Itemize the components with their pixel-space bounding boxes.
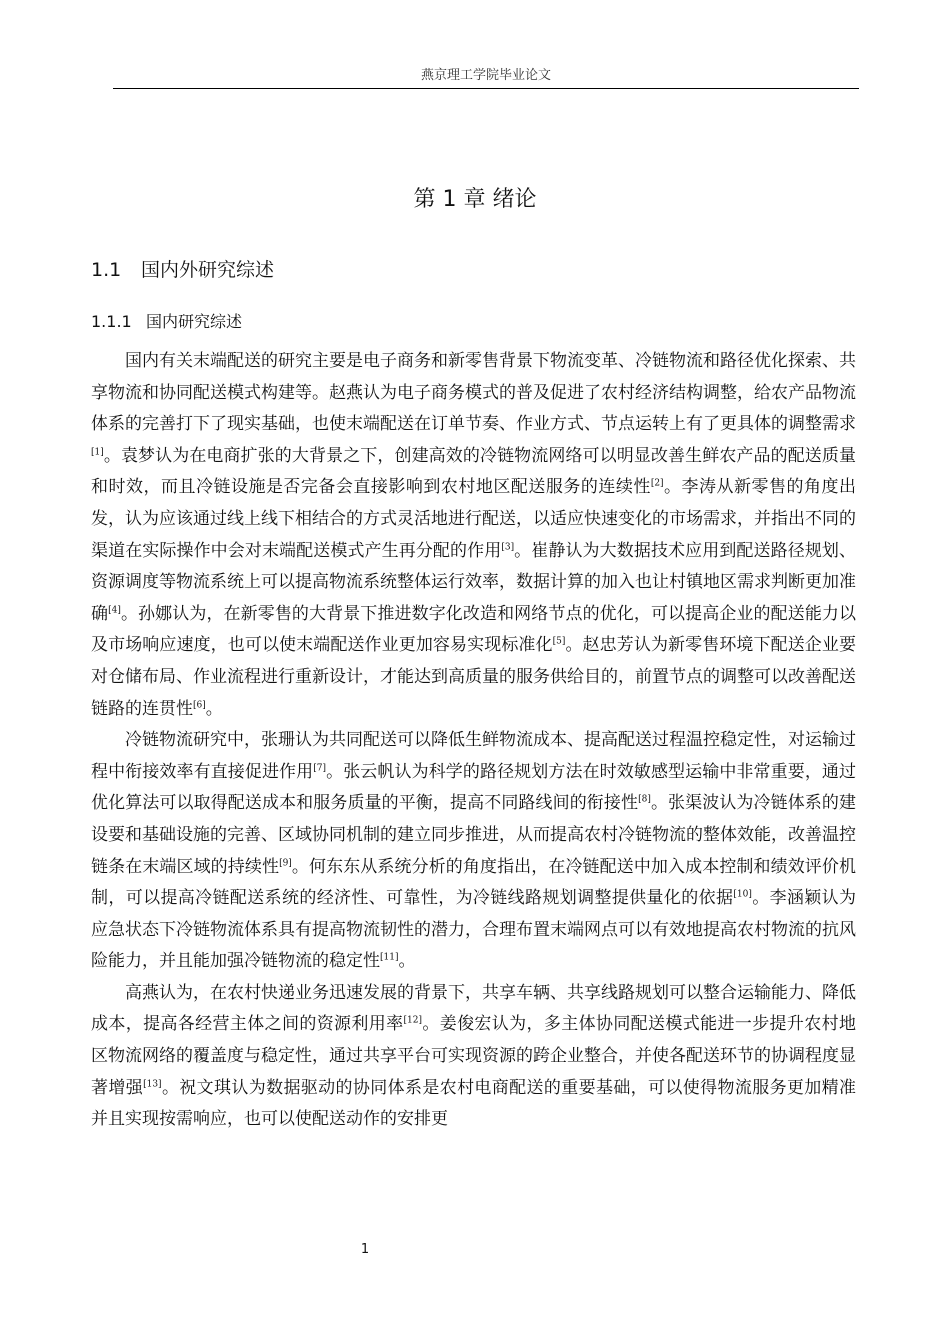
citation-marker: [9]: [279, 857, 292, 868]
page-number: 1: [360, 1242, 370, 1257]
citation-marker: [3]: [501, 541, 515, 552]
paragraph-text: 。孙娜认为，在新零售的大背景下推进数字化改造和网络节点的优化，可以提高企业的配送能力以及市场响应速度，也可以使末端配送作业更加容易实现标准化: [91, 603, 857, 656]
paragraph-text: 高燕认为，在农村快递业务迅速发展的背景下，共享车辆、共享线路规划可以整合运输能力、降低成本，提高各经营主体之间的资源利用率: [91, 982, 856, 1035]
citation-marker: [12]: [403, 1015, 422, 1026]
citation-marker: [6]: [193, 699, 206, 710]
chapter-title: 第 1 章 绪论: [413, 187, 537, 212]
citation-marker: [5]: [552, 636, 566, 647]
paragraph-text: 。张云帆认为科学的路径规划方法在时效敏感型运输中非常重要，通过优化算法可以取得配送成本和服务质量的平衡，提高不同路线间的衔接性: [91, 761, 857, 814]
body-paragraph: [91, 346, 856, 725]
citation-marker: [1]: [91, 447, 104, 458]
paragraph-text: 。: [205, 698, 223, 719]
citation-marker: [11]: [380, 952, 399, 963]
paragraph-text: 。祝文琪认为数据驱动的协同体系是农村电商配送的重要基础，可以使得物流服务更加精准并且实现按需响应，也可以使配送动作的安排更: [91, 1077, 857, 1130]
citation-marker: [2]: [650, 478, 664, 489]
subsection-title: 国内研究综述: [146, 312, 243, 331]
paragraph-text: 。赵忠芳认为新零售环境下配送企业要对仓储布局、作业流程进行重新设计，才能达到高质量的服务供给目的，前置节点的调整可以改善配送链路的连贯性: [91, 635, 857, 719]
citation-marker: [8]: [638, 794, 651, 805]
paragraph-text: 。张渠波认为冷链体系的建设要和基础设施的完善、区域协同机制的建立同步推进，从而提高农村冷链物流的整体效能，改善温控链条在末端区域的持续性: [91, 793, 857, 877]
body-paragraph: [91, 978, 856, 1136]
paragraph-text: 冷链物流研究中，张珊认为共同配送可以降低生鲜物流成本、提高配送过程温控稳定性，对运输过程中衔接效率有直接促进作用: [91, 730, 856, 782]
subsection-heading: [91, 309, 242, 332]
paragraph-text: 。李涛从新零售的角度出发，认为应该通过线上线下相结合的方式灵活地进行配送，以适应快速变化的市场需求，并指出不同的渠道在实际操作中会对末端配送模式产生再分配的作用: [91, 477, 856, 561]
subsection-number: 1.1.1: [91, 312, 132, 331]
citation-marker: [7]: [313, 763, 327, 774]
section-number: 1.1: [91, 259, 122, 281]
paragraph-text: 。袁梦认为在电商扩张的大背景之下，创建高效的冷链物流网络可以明显改善生鲜农产品的配送质量和时效，而且冷链设施是否完备会直接影响到农村地区配送服务的连续性: [91, 445, 856, 498]
section-title: 国内外研究综述: [141, 259, 275, 281]
paragraph-text: 。崔静认为大数据技术应用到配送路径规划、资源调度等物流系统上可以提高物流系统整体运行效率，数据计算的加入也让村镇地区需求判断更加准确: [91, 540, 857, 624]
paragraph-text: 。姜俊宏认为，多主体协同配送模式能进一步提升农村地区物流网络的覆盖度与稳定性，通过共享平台可实现资源的跨企业整合，并使各配送环节的协调程度显著增强: [91, 1014, 857, 1098]
body-paragraph: [91, 725, 856, 978]
citation-marker: [4]: [108, 605, 121, 616]
paragraph-text: 。何东东从系统分析的角度指出，在冷链配送中加入成本控制和绩效评价机制，可以提高冷链配送系统的经济性、可靠性，为冷链线路规划调整提供量化的依据: [91, 856, 856, 909]
running-header: 燕京理工学院毕业论文: [420, 68, 551, 83]
citation-marker: [10]: [733, 889, 752, 900]
paragraph-text: 国内有关末端配送的研究主要是电子商务和新零售背景下物流变革、冷链物流和路径优化探索、共享物流和协同配送模式构建等。赵燕认为电子商务模式的普及促进了农村经济结构调整，给农产品物流体系的完善打下了现实基础，也使末端配送在订单节奏、作业方式、节点运转上有了更具体的调整需求: [91, 351, 856, 435]
section-heading: [91, 255, 274, 282]
paragraph-text: 。李涵颖认为应急状态下冷链物流体系具有提高物流韧性的潜力，合理布置末端网点可以有效地提高农村物流的抗风险能力，并且能加强冷链物流的稳定性: [91, 888, 857, 972]
header-divider: [113, 88, 859, 89]
citation-marker: [13]: [143, 1079, 162, 1089]
paragraph-text: 。: [398, 951, 416, 972]
body-text: [91, 346, 856, 1136]
